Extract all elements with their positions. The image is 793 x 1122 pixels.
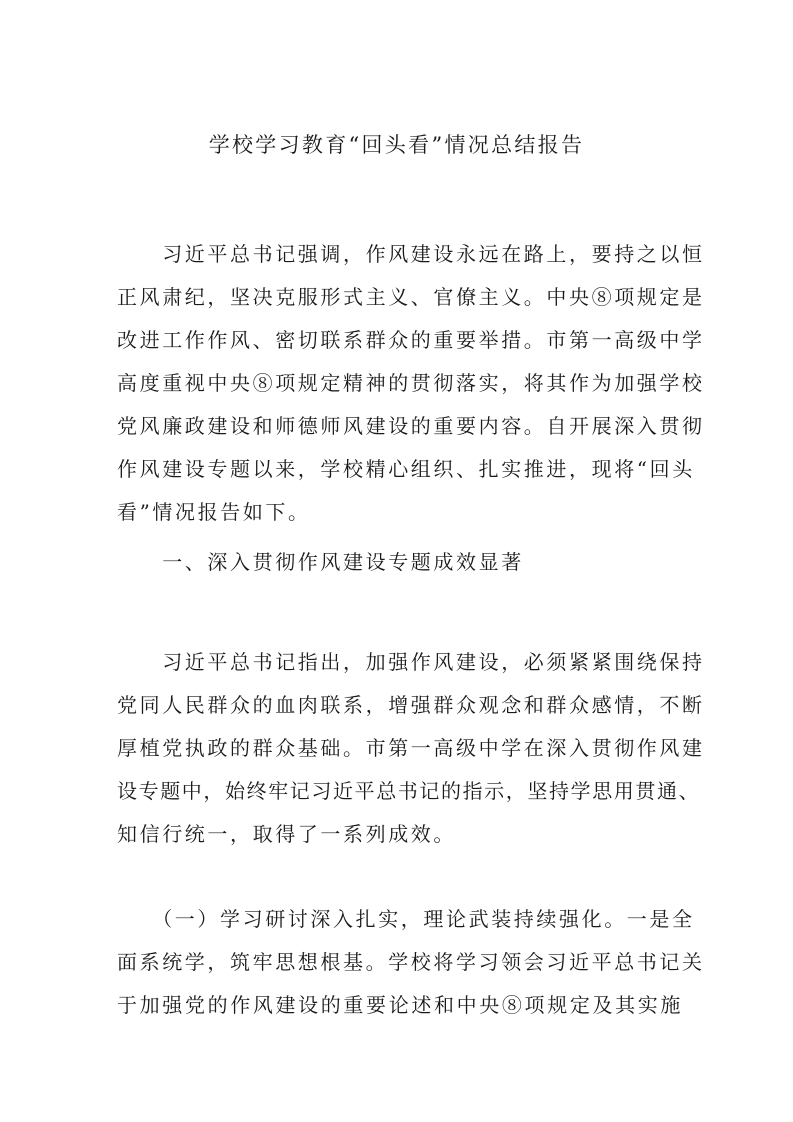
paragraph-2-line-2: 党同人民群众的血肉联系，增强群众观念和群众感情，不断 [117,693,705,717]
paragraph-1-line-1: 习近平总书记强调，作风建设永远在路上，要持之以恒 [117,242,705,266]
paragraph-1-line-3: 改进工作作风、密切联系群众的重要举措。市第一高级中学 [117,328,705,352]
paragraph-1-line-2: 正风肃纪，坚决克服形式主义、官僚主义。中央⑧项规定是 [117,285,705,309]
paragraph-2-line-4: 设专题中，始终牢记习近平总书记的指示，坚持学思用贯通、 [117,779,701,803]
paragraph-1-line-6: 作风建设专题以来，学校精心组织、扎实推进，现将“回头 [117,457,695,481]
paragraph-3-line-1: （一）学习研讨深入扎实，理论武装持续强化。一是全 [117,907,695,931]
paragraph-2-line-1: 习近平总书记指出，加强作风建设，必须紧紧围绕保持 [117,650,705,674]
paragraph-1-line-7: 看”情况报告如下。 [117,500,311,524]
paragraph-2-line-3: 厚植党执政的群众基础。市第一高级中学在深入贯彻作风建 [117,736,705,760]
document-title: 学校学习教育“回头看”情况总结报告 [208,133,585,157]
paragraph-1-line-5: 党风廉政建设和师德师风建设的重要内容。自开展深入贯彻 [117,414,705,438]
paragraph-1-line-4: 高度重视中央⑧项规定精神的贯彻落实，将其作为加强学校 [117,371,705,395]
section-heading-1: 一、深入贯彻作风建设专题成效显著 [117,550,524,574]
paragraph-2-line-5: 知信行统一，取得了一系列成效。 [117,822,456,846]
paragraph-3-line-3: 于加强党的作风建设的重要论述和中央⑧项规定及其实施 [117,993,683,1017]
paragraph-3-line-2: 面系统学，筑牢思想根基。学校将学习领会习近平总书记关 [117,950,705,974]
